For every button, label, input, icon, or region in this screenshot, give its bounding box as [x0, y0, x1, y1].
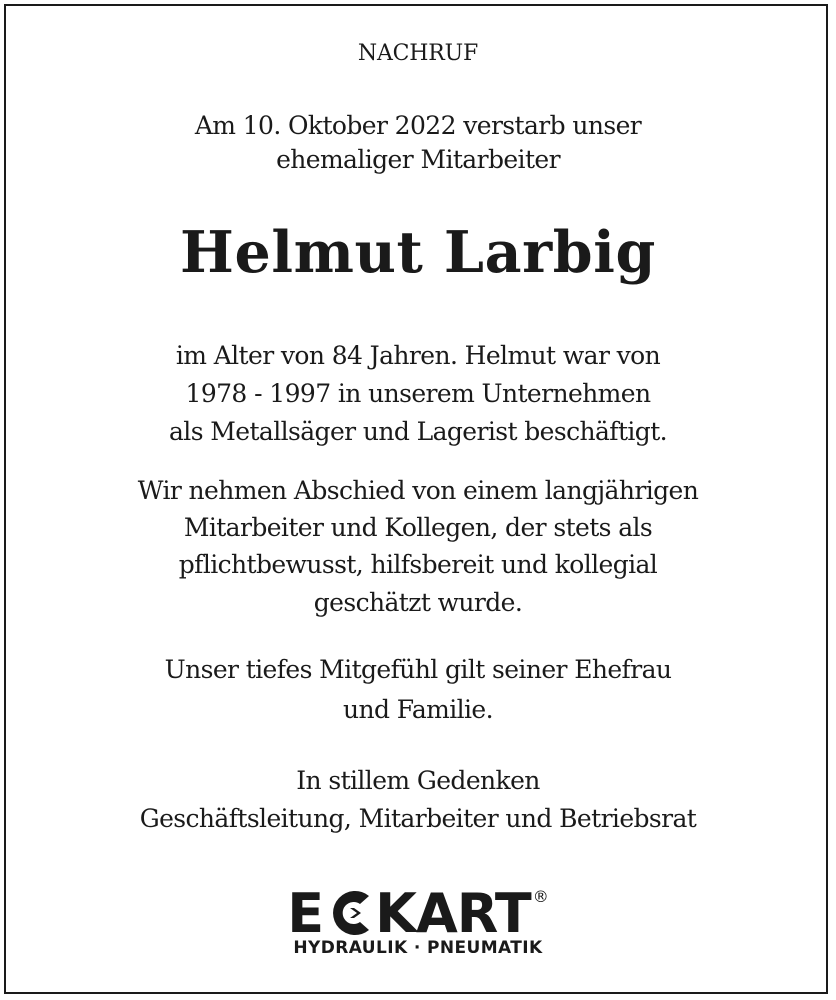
- career-line-2: 1978 - 1997 in unserem Unternehmen: [185, 379, 651, 408]
- closing-line-1: In stillem Gedenken: [296, 766, 540, 795]
- condolence-line-2: und Familie.: [343, 695, 493, 724]
- logo-letters-kart: KART: [375, 882, 531, 945]
- intro-line-1: Am 10. Oktober 2022 verstarb unser: [194, 111, 642, 140]
- logo-letter-e: E: [287, 882, 324, 945]
- career-line-3: als Metallsäger und Lagerist beschäftigt.: [169, 417, 667, 446]
- logo-wordmark: [0, 866, 836, 945]
- notice-heading: NACHRUF: [357, 41, 479, 66]
- deceased-name: Helmut Larbig: [180, 219, 656, 286]
- condolence-line-1: Unser tiefes Mitgefühl gilt seiner Ehefrau: [164, 655, 672, 684]
- registered-mark: ®: [532, 887, 549, 906]
- intro-line-2: ehemaliger Mitarbeiter: [276, 145, 560, 174]
- career-line-1: im Alter von 84 Jahren. Helmut war von: [175, 341, 661, 370]
- logo-tagline: HYDRAULIK · PNEUMATIK: [293, 938, 543, 958]
- tribute-line-1: Wir nehmen Abschied von einem langjährigen: [137, 476, 699, 505]
- closing-line-2: Geschäftsleitung, Mitarbeiter und Betriebsrat: [139, 804, 697, 833]
- company-logo: [0, 866, 836, 966]
- eckart-c-icon: [323, 888, 375, 938]
- tribute-line-2: Mitarbeiter und Kollegen, der stets als: [183, 513, 653, 542]
- tribute-line-3: pflichtbewusst, hilfsbereit und kollegial: [178, 550, 658, 579]
- tribute-line-4: geschätzt wurde.: [313, 588, 523, 617]
